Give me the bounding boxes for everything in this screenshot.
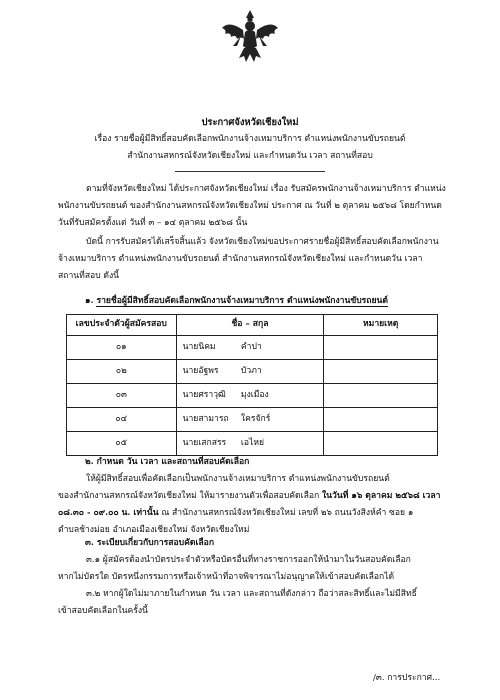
- remarks: [324, 408, 438, 432]
- last-name: บัวภา: [241, 360, 324, 384]
- section2-line: ให้ผู้มีสิทธิ์สอบเพื่อคัดเลือกเป็นพนักงานจ้างเหมาบริการ ตำแหน่งพนักงานขับรถยนต์: [86, 474, 390, 484]
- applicant-number: ๐๑: [67, 336, 177, 360]
- exam-location: ณ สำนักงานสหกรณ์จังหวัดเชียงใหม่ เลขที่ ๒๖ ถนนวังสิงห์คำ ซอย ๑: [158, 508, 414, 518]
- header-name: ชื่อ – สกุล: [176, 315, 324, 336]
- first-name: นายเสกสรร: [176, 432, 241, 456]
- table-row: [67, 384, 438, 408]
- remarks: [324, 432, 438, 456]
- first-name: นายอัฐพร: [176, 360, 241, 384]
- rule-line: ๓.๑ ผู้สมัครต้องนำบัตรประจำตัวหรือบัตรอื่นที่ทางราชการออกให้นำมาในวันสอบคัดเลือก: [86, 555, 411, 565]
- announce-line: บัดนี้ การรับสมัครได้เสร็จสิ้นแล้ว จังหวัดเชียงใหม่ขอประกาศรายชื่อผู้มีสิทธิ์สอบคัดเลือกพนักงาน: [86, 237, 439, 247]
- section2-heading: ๒. กำหนด วัน เวลา และสถานที่สอบคัดเลือก: [85, 457, 250, 467]
- candidate-table: [66, 314, 438, 456]
- last-name: คำปา: [241, 336, 324, 360]
- table-row: [67, 360, 438, 384]
- remarks: [324, 384, 438, 408]
- section2-text: ของสำนักงานสหกรณ์จังหวัดเชียงใหม่ ให้มารายงานตัวเพื่อสอบคัดเลือก: [58, 491, 322, 501]
- applicant-number: ๐๒: [67, 360, 177, 384]
- announce-paragraph: [58, 236, 470, 287]
- announce-line: สถานที่สอบ ดังนี้: [58, 271, 120, 281]
- intro-paragraph: [58, 183, 470, 234]
- section1-number: ๑.: [85, 296, 94, 306]
- table-row: [67, 336, 438, 360]
- rule-line: หากไม่บัตรใด บัตรหนึ่งกรรมการหรือเจ้าหน้าที่อาจพิจารณาไม่อนุญาตให้เข้าสอบคัดเลือกได้: [58, 572, 395, 582]
- rule-line: เข้าสอบคัดเลือกในครั้งนี้: [58, 606, 148, 616]
- last-name: มุงเมือง: [241, 384, 324, 408]
- table-header-row: [67, 315, 438, 336]
- intro-line: วันที่รับสมัครตั้งแต่ วันที่ ๓ – ๑๔ ตุลาคม ๒๕๖๘ นั้น: [58, 218, 248, 228]
- applicant-number: ๐๔: [67, 408, 177, 432]
- section2-line: [58, 490, 470, 507]
- table-row: [67, 432, 438, 456]
- section3-item2: [58, 588, 470, 622]
- section2-line: [58, 507, 470, 524]
- applicant-number: ๐๓: [67, 384, 177, 408]
- header-divider: [175, 171, 325, 172]
- remarks: [324, 336, 438, 360]
- section1-heading: [85, 295, 388, 308]
- first-name: นายนิคม: [176, 336, 241, 360]
- document-title: ประกาศจังหวัดเชียงใหม่: [201, 117, 299, 128]
- page-continuation: /๓. การประกาศ...: [373, 673, 441, 683]
- announce-line: จ้างเหมาบริการ ตำแหน่งพนักงานขับรถยนต์ สำนักงานสหกรณ์จังหวัดเชียงใหม่ และกำหนดวัน เวลา: [58, 254, 423, 264]
- exam-time: ๐๘.๓๐ - ๐๙.๐๐ น. เท่านั้น: [58, 508, 159, 518]
- document-subject-line2: สำนักงานสหกรณ์จังหวัดเชียงใหม่ และกำหนดวัน เวลา สถานที่สอบ: [127, 151, 373, 161]
- first-name: นายศราวุฒิ: [176, 384, 241, 408]
- header-remarks: หมายเหตุ: [324, 315, 438, 336]
- applicant-number: ๐๕: [67, 432, 177, 456]
- intro-line: พนักงานขับรถยนต์ ของสำนักงานสหกรณ์จังหวัดเชียงใหม่ ประกาศ ณ วันที่ ๒ ตุลาคม ๒๕๖๘ โดยกำหนด: [58, 201, 442, 211]
- rule-line: ๓.๒ หากผู้ใดไม่มาภายในกำหนด วัน เวลา และสถานที่ดังกล่าว ถือว่าสละสิทธิ์และไม่มีสิทธิ์: [86, 589, 417, 599]
- intro-line: ตามที่จังหวัดเชียงใหม่ ได้ประกาศจังหวัดเชียงใหม่ เรื่อง รับสมัครพนักงานจ้างเหมาบริการ ตำแหน่ง: [86, 184, 446, 194]
- section1-title: รายชื่อผู้มีสิทธิ์สอบคัดเลือกพนักงานจ้างเหมาบริการ ตำแหน่งพนักงานขับรถยนต์: [96, 296, 388, 306]
- first-name: นายสามารถ: [176, 408, 241, 432]
- header-applicant-number: เลขประจำตัวผู้สมัครสอบ: [67, 315, 177, 336]
- table-row: [67, 408, 438, 432]
- exam-date: ในวันที่ ๑๖ ตุลาคม ๒๕๖๘ เวลา: [321, 491, 441, 501]
- document-subject: เรื่อง รายชื่อผู้มีสิทธิ์สอบคัดเลือกพนักงานจ้างเหมาบริการ ตำแหน่งพนักงานขับรถยนต์: [94, 134, 406, 144]
- section3-item1: [58, 554, 470, 588]
- remarks: [324, 360, 438, 384]
- last-name: ใครจักร์: [241, 408, 324, 432]
- section2-paragraph: [58, 473, 470, 541]
- last-name: เอไหย่: [241, 432, 324, 456]
- section3-heading: ๓. ระเบียบเกี่ยวกับการสอบคัดเลือก: [85, 538, 215, 548]
- section2-line: ตำบลช้างม่อย อำเภอเมืองเชียงใหม่ จังหวัดเชียงใหม่: [58, 525, 250, 535]
- garuda-emblem-icon: [219, 6, 281, 68]
